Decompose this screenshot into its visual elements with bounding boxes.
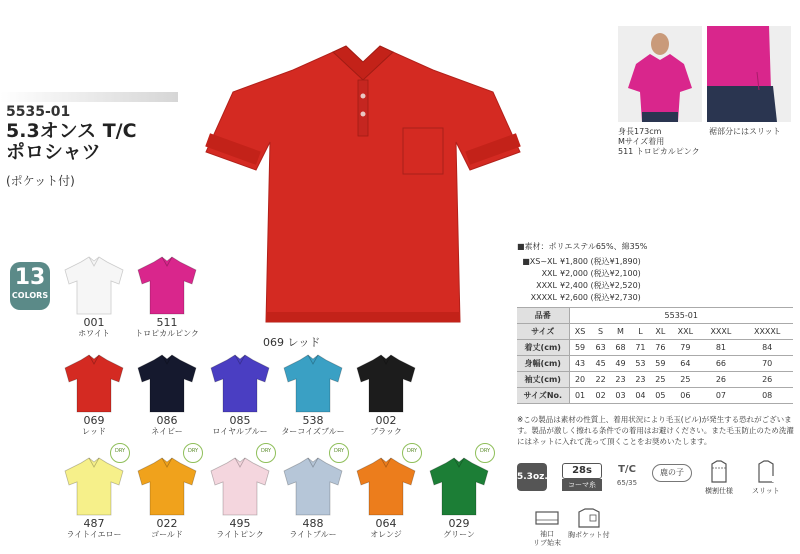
color-swatch — [350, 455, 422, 540]
table-row — [517, 340, 793, 356]
shirt-icon — [207, 352, 273, 414]
heading-band — [0, 92, 178, 102]
table-row — [517, 308, 793, 324]
product-subtitle: (ポケット付) — [6, 174, 75, 188]
row-label: サイズ — [517, 324, 569, 340]
table-cell: 02 — [591, 388, 611, 404]
slit-label: スリット — [752, 487, 780, 495]
color-swatch — [423, 455, 495, 540]
table-cell: 05 — [650, 388, 670, 404]
knit-feature — [652, 464, 692, 482]
swatch-code: 495 — [229, 517, 251, 530]
shirt-icon — [207, 455, 273, 517]
table-cell: 23 — [611, 372, 631, 388]
weight-icon: 5.3oz. — [517, 463, 547, 491]
price-row — [517, 280, 641, 291]
price-value: ¥2,000 — [560, 269, 588, 278]
table-cell: 26 — [700, 372, 741, 388]
table-cell: 76 — [650, 340, 670, 356]
swatch-name: ライトピンク — [216, 530, 264, 539]
color-swatch — [350, 352, 422, 437]
swatch-name: ロイヤルブルー — [212, 427, 268, 436]
swatch-code: 022 — [156, 517, 178, 530]
model-photo-front — [618, 26, 702, 122]
price-row — [517, 268, 641, 279]
row-label: 袖丈(cm) — [517, 372, 569, 388]
weight-feature — [517, 463, 547, 491]
price-value: ¥1,800 — [560, 257, 588, 266]
color-swatch — [58, 455, 130, 540]
price-size: XXL — [541, 269, 557, 278]
color-swatch — [277, 455, 349, 540]
model-photo-caption: 身長173cm Mサイズ着用 511 トロピカルピンク — [618, 127, 700, 156]
swatch-name: ライトブルー — [289, 530, 337, 539]
material-text: ■素材：ポリエステル65%、綿35% — [517, 242, 648, 251]
color-swatch — [58, 254, 130, 339]
color-swatch — [204, 455, 276, 540]
price-value: ¥2,600 — [560, 293, 588, 302]
table-cell: 23 — [630, 372, 650, 388]
rib-cuff-feature — [533, 508, 561, 548]
price-value: ¥2,400 — [560, 281, 588, 290]
slit-feature — [752, 460, 780, 496]
color-swatch — [131, 254, 203, 339]
side-seam-icon — [708, 460, 730, 484]
shirt-icon — [61, 352, 127, 414]
swatch-name: ホワイト — [78, 329, 110, 338]
table-cell: 59 — [650, 356, 670, 372]
swatch-name: レッド — [82, 427, 106, 436]
shirt-icon — [61, 254, 127, 316]
table-cell: 84 — [741, 340, 793, 356]
swatch-name: ネイビー — [151, 427, 183, 436]
blend-feature — [612, 463, 642, 489]
table-cell: 03 — [611, 388, 631, 404]
color-swatch — [58, 352, 130, 437]
colors-count-badge — [10, 262, 50, 310]
part-number-label: 品番 — [517, 308, 569, 324]
price-tax: (税込¥2,730) — [590, 293, 641, 302]
dry-badge: DRY — [402, 443, 422, 463]
row-label: 着丈(cm) — [517, 340, 569, 356]
price-size: ■XS~XL — [522, 257, 557, 266]
table-cell: 81 — [700, 340, 741, 356]
model-photo-back — [707, 26, 791, 122]
row-label: サイズNo. — [517, 388, 569, 404]
shirt-icon — [61, 455, 127, 517]
shirt-icon — [280, 455, 346, 517]
table-cell: 20 — [569, 372, 591, 388]
price-row — [517, 256, 641, 267]
slit-photo-caption: 裾部分にはスリット — [709, 127, 781, 136]
table-cell: XXL — [670, 324, 700, 340]
table-cell: 25 — [670, 372, 700, 388]
price-tax: (税込¥2,100) — [590, 269, 641, 278]
table-cell: M — [611, 324, 631, 340]
table-row — [517, 388, 793, 404]
part-number-value: 5535-01 — [569, 308, 793, 324]
product-code: 5535-01 — [6, 104, 71, 120]
table-cell: 07 — [700, 388, 741, 404]
main-shirt-image — [198, 30, 528, 330]
shirt-icon — [280, 352, 346, 414]
yarn-feature — [562, 463, 602, 491]
swatch-name: ゴールド — [151, 530, 183, 539]
table-cell: S — [591, 324, 611, 340]
swatch-name: ブラック — [370, 427, 402, 436]
slit-icon — [755, 460, 777, 484]
colors-label: COLORS — [11, 291, 49, 300]
table-cell: 59 — [569, 340, 591, 356]
knit-icon: 鹿の子 — [652, 464, 692, 482]
price-tax: (税込¥2,520) — [590, 281, 641, 290]
price-size: XXXL — [536, 281, 557, 290]
swatch-code: 085 — [229, 414, 251, 427]
table-cell: 04 — [630, 388, 650, 404]
swatch-name: ライトイエロー — [66, 530, 122, 539]
price-size: XXXXL — [530, 293, 557, 302]
table-cell: 68 — [611, 340, 631, 356]
shirt-icon — [134, 254, 200, 316]
table-cell: XXXL — [700, 324, 741, 340]
price-tax: (税込¥1,890) — [590, 257, 641, 266]
swatch-name: オレンジ — [370, 530, 402, 539]
swatch-name: トロピカルピンク — [135, 329, 199, 338]
table-cell: XXXXL — [741, 324, 793, 340]
table-cell: 43 — [569, 356, 591, 372]
side-seam-feature — [705, 460, 733, 496]
yarn-type-label: コーマ糸 — [562, 479, 602, 491]
table-cell: L — [630, 324, 650, 340]
blend-ratio: 65/35 — [616, 479, 638, 487]
table-cell: 71 — [630, 340, 650, 356]
swatch-code: 488 — [302, 517, 324, 530]
color-swatch — [131, 455, 203, 540]
swatch-code: 069 — [83, 414, 105, 427]
pocket-icon — [576, 508, 602, 528]
shirt-icon — [353, 455, 419, 517]
care-note: ※この製品は素材の性質上、着用状況により毛玉(ピル)が発生する恐れがございます。製品が激しく擦れる条件での着用はお避けください。また毛玉防止のため洗濯にはネットに入れて洗って頂くことをお奨めいたします。 — [517, 415, 794, 446]
dry-badge: DRY — [329, 443, 349, 463]
rib-cuff-icon — [534, 508, 560, 528]
row-label: 身幅(cm) — [517, 356, 569, 372]
table-cell: 01 — [569, 388, 591, 404]
swatch-name: ターコイズブルー — [281, 427, 345, 436]
table-cell: 79 — [670, 340, 700, 356]
rib-cuff-label: 袖口 リブ始末 — [533, 530, 561, 547]
shirt-icon — [426, 455, 492, 517]
pocket-feature — [568, 508, 610, 540]
color-swatch — [204, 352, 276, 437]
table-cell: XL — [650, 324, 670, 340]
size-spec-table — [517, 307, 793, 404]
table-cell: 70 — [741, 356, 793, 372]
shirt-icon — [134, 352, 200, 414]
swatch-code: 487 — [83, 517, 105, 530]
color-swatch — [277, 352, 349, 437]
table-row — [517, 356, 793, 372]
swatch-name: グリーン — [443, 530, 475, 539]
swatch-code: 064 — [375, 517, 397, 530]
swatch-code: 029 — [448, 517, 470, 530]
blend-icon: T/C — [618, 464, 636, 475]
shirt-icon — [353, 352, 419, 414]
table-cell: 22 — [591, 372, 611, 388]
dry-badge: DRY — [256, 443, 276, 463]
swatch-code: 001 — [83, 316, 105, 329]
product-name: 5.3オンス T/C ポロシャツ — [6, 120, 137, 163]
table-cell: 49 — [611, 356, 631, 372]
table-row — [517, 324, 793, 340]
table-cell: 08 — [741, 388, 793, 404]
dry-badge: DRY — [475, 443, 495, 463]
swatch-code: 538 — [302, 414, 324, 427]
swatch-code: 002 — [375, 414, 397, 427]
table-cell: 26 — [741, 372, 793, 388]
yarn-count-icon: 28s — [562, 463, 602, 479]
color-swatch — [131, 352, 203, 437]
table-cell: 06 — [670, 388, 700, 404]
dry-badge: DRY — [110, 443, 130, 463]
price-row — [517, 292, 641, 303]
shirt-icon — [134, 455, 200, 517]
table-cell: 66 — [700, 356, 741, 372]
colors-count: 13 — [14, 265, 46, 290]
table-cell: XS — [569, 324, 591, 340]
table-cell: 25 — [650, 372, 670, 388]
table-cell: 64 — [670, 356, 700, 372]
table-cell: 45 — [591, 356, 611, 372]
swatch-code: 086 — [156, 414, 178, 427]
side-seam-label: 横割仕様 — [705, 487, 733, 495]
pocket-label: 胸ポケット付 — [568, 531, 610, 539]
table-cell: 53 — [630, 356, 650, 372]
swatch-code: 511 — [156, 316, 178, 329]
table-cell: 63 — [591, 340, 611, 356]
main-shirt-caption: 069 レッド — [263, 336, 321, 349]
table-row — [517, 372, 793, 388]
dry-badge: DRY — [183, 443, 203, 463]
